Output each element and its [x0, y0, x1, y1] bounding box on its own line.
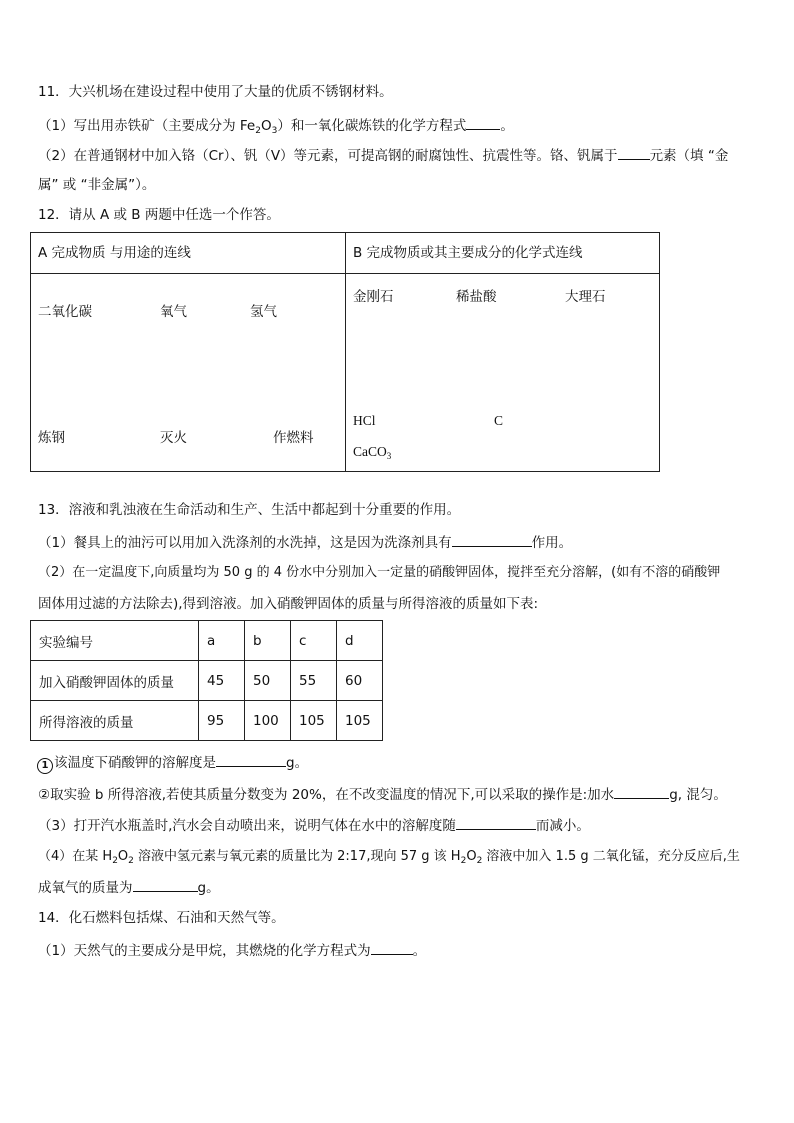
circled-one-marker: 1 [37, 758, 53, 774]
q13-part4-cont: 成氧气的质量为 g。 [38, 877, 220, 898]
answer-blank[interactable] [614, 784, 669, 799]
b-formula[interactable]: HCl [353, 413, 376, 428]
answer-blank[interactable] [456, 815, 536, 830]
b-formula[interactable]: C [494, 413, 504, 428]
q13-sub2: ②取实验 b 所得溶液,若使其质量分数变为 20%，在不改变温度的情况下,可以采取的操作是:加水 g, 混匀。 [38, 784, 727, 805]
q13-part3: （3）打开汽水瓶盖时,汽水会自动喷出来，说明气体在水中的溶解度随 而减小。 [38, 815, 590, 836]
q11-part2: （2）在普通钢材中加入铬（Cr）、钒（V）等元素，可提高钢的耐腐蚀性、抗震性等。铬、钒属于 元素（填 “金 [38, 145, 728, 166]
answer-blank[interactable] [618, 145, 650, 160]
b-formula[interactable]: CaCO$_3$ [353, 444, 392, 461]
b-header: B 完成物质或其主要成分的化学式连线 [353, 245, 583, 261]
q14-title: 14．化石燃料包括煤、石油和天然气等。 [38, 910, 285, 926]
q13-part2: （2）在一定温度下,向质量均为 50 g 的 4 份水中分别加入一定量的硝酸钾固体，搅拌至充分溶解，(如有不溶的硝酸钾 [38, 565, 721, 580]
answer-blank[interactable] [452, 532, 532, 547]
b-item[interactable]: 稀盐酸 [456, 289, 497, 305]
q14-part1: （1）天然气的主要成分是甲烷，其燃烧的化学方程式为 。 [38, 940, 426, 961]
table-row: 实验编号 a b c d [31, 621, 383, 661]
q13-data-table [30, 620, 383, 741]
b-item[interactable]: 金刚石 [353, 289, 394, 305]
answer-blank[interactable] [466, 115, 500, 130]
answer-blank[interactable] [216, 752, 286, 767]
q13-part1: （1）餐具上的油污可以用加入洗涤剂的水洗掉，这是因为洗涤剂具有 作用。 [38, 532, 572, 553]
a-use[interactable]: 炼钢 [38, 430, 65, 446]
a-item[interactable]: 氧气 [160, 304, 187, 320]
a-item[interactable]: 二氧化碳 [38, 304, 92, 320]
a-header: A 完成物质 与用途的连线 [38, 245, 191, 261]
a-item[interactable]: 氢气 [250, 304, 277, 320]
q13-part4: （4）在某 $H_2O_2$ 溶液中氢元素与氧元素的质量比为 2:17,现向 57 g 该 $H_2O_2$ 溶液中加入 1.5 g 二氧化锰，充分反应后,生 [38, 849, 740, 866]
q13-title: 13．溶液和乳浊液在生命活动和生产、生活中都起到十分重要的作用。 [38, 502, 461, 518]
q11-part1: （1）写出用赤铁矿（主要成分为 $Fe_2O_3$）和一氧化碳炼铁的化学方程式 。 [38, 115, 514, 141]
q13-sub1: 1 该温度下硝酸钾的溶解度是 g。 [37, 752, 308, 774]
table-row: 加入硝酸钾固体的质量 45 50 55 60 [31, 661, 383, 701]
q12-title: 12．请从 A 或 B 两题中任选一个作答。 [38, 207, 280, 223]
q12-matching-table [30, 232, 660, 472]
a-use[interactable]: 作燃料 [273, 430, 314, 446]
answer-blank[interactable] [371, 940, 413, 955]
a-use[interactable]: 灭火 [160, 430, 187, 446]
q13-part2-cont: 固体用过滤的方法除去),得到溶液。加入硝酸钾固体的质量与所得溶液的质量如下表: [38, 596, 539, 612]
table-row: 所得溶液的质量 95 100 105 105 [31, 701, 383, 741]
b-item[interactable]: 大理石 [565, 289, 606, 305]
answer-blank[interactable] [133, 877, 198, 892]
q11-title: 11．大兴机场在建设过程中使用了大量的优质不锈钢材料。 [38, 84, 393, 100]
q11-part2-cont: 属” 或 “非金属”）。 [38, 177, 156, 193]
